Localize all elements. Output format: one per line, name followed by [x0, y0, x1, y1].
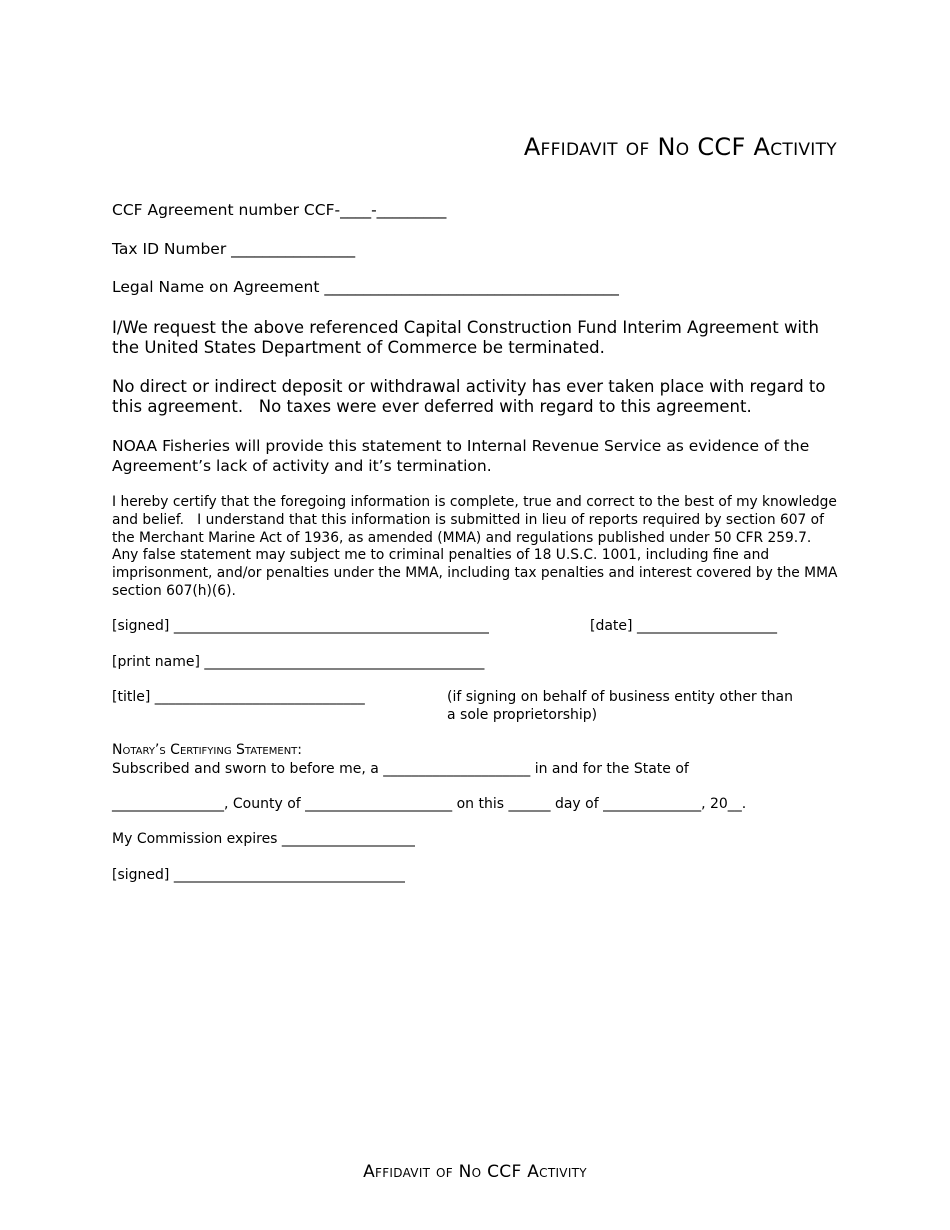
- notary-heading: Notary’s Certifying Statement:: [112, 742, 303, 758]
- signed-line: [signed] _____________________________________________: [112, 618, 489, 634]
- agreement-number-field: CCF Agreement number CCF-____-_________: [112, 201, 447, 219]
- notary-signed-line: [signed] _________________________________: [112, 867, 405, 883]
- noaa-statement-paragraph: NOAA Fisheries will provide this statement to Internal Revenue Service as evidence of the Agreement’s lack of activity and it’s termination.: [112, 437, 810, 475]
- document-title: Affidavit of No CCF Activity: [523, 133, 837, 161]
- termination-request-paragraph: I/We request the above referenced Capital Construction Fund Interim Agreement with the United States Department of Commerce be terminated.: [112, 318, 819, 357]
- print-name-line: [print name] ________________________________________: [112, 654, 485, 670]
- entity-note-line-2: a sole proprietorship): [447, 707, 598, 723]
- entity-note-line-1: (if signing on behalf of business entity other than: [447, 689, 793, 705]
- notary-line-1: Subscribed and sworn to before me, a _____________________ in and for the State of: [112, 761, 689, 777]
- notary-line-2: ________________, County of _____________________ on this ______ day of ______________, 20__.: [112, 796, 747, 812]
- page-footer: Affidavit of No CCF Activity: [363, 1162, 587, 1182]
- commission-expires-line: My Commission expires ___________________: [112, 831, 415, 847]
- title-line: [title] ______________________________: [112, 689, 365, 705]
- legal-name-field: Legal Name on Agreement ______________________________________: [112, 278, 619, 296]
- no-activity-paragraph: No direct or indirect deposit or withdrawal activity has ever taken place with regard to this agreement. No taxes were ever deferred with regard to this agreement.: [112, 377, 831, 416]
- tax-id-field: Tax ID Number ________________: [112, 240, 356, 258]
- certification-paragraph: I hereby certify that the foregoing information is complete, true and correct to the best of my knowledge and belief. I understand that this information is submitted in lieu of reports required by section 607 of the Merchant Marine Act of 1936, as amended (MMA) and regulations published under 50 CFR 259.7. Any false statement may subject me to criminal penalties of 18 U.S.C. 1001, including fine and imprisonment, and/or penalties under the MMA, including tax penalties and interest covered by the MMA section 607(h)(6).: [112, 494, 842, 599]
- date-line: [date] ____________________: [590, 618, 777, 634]
